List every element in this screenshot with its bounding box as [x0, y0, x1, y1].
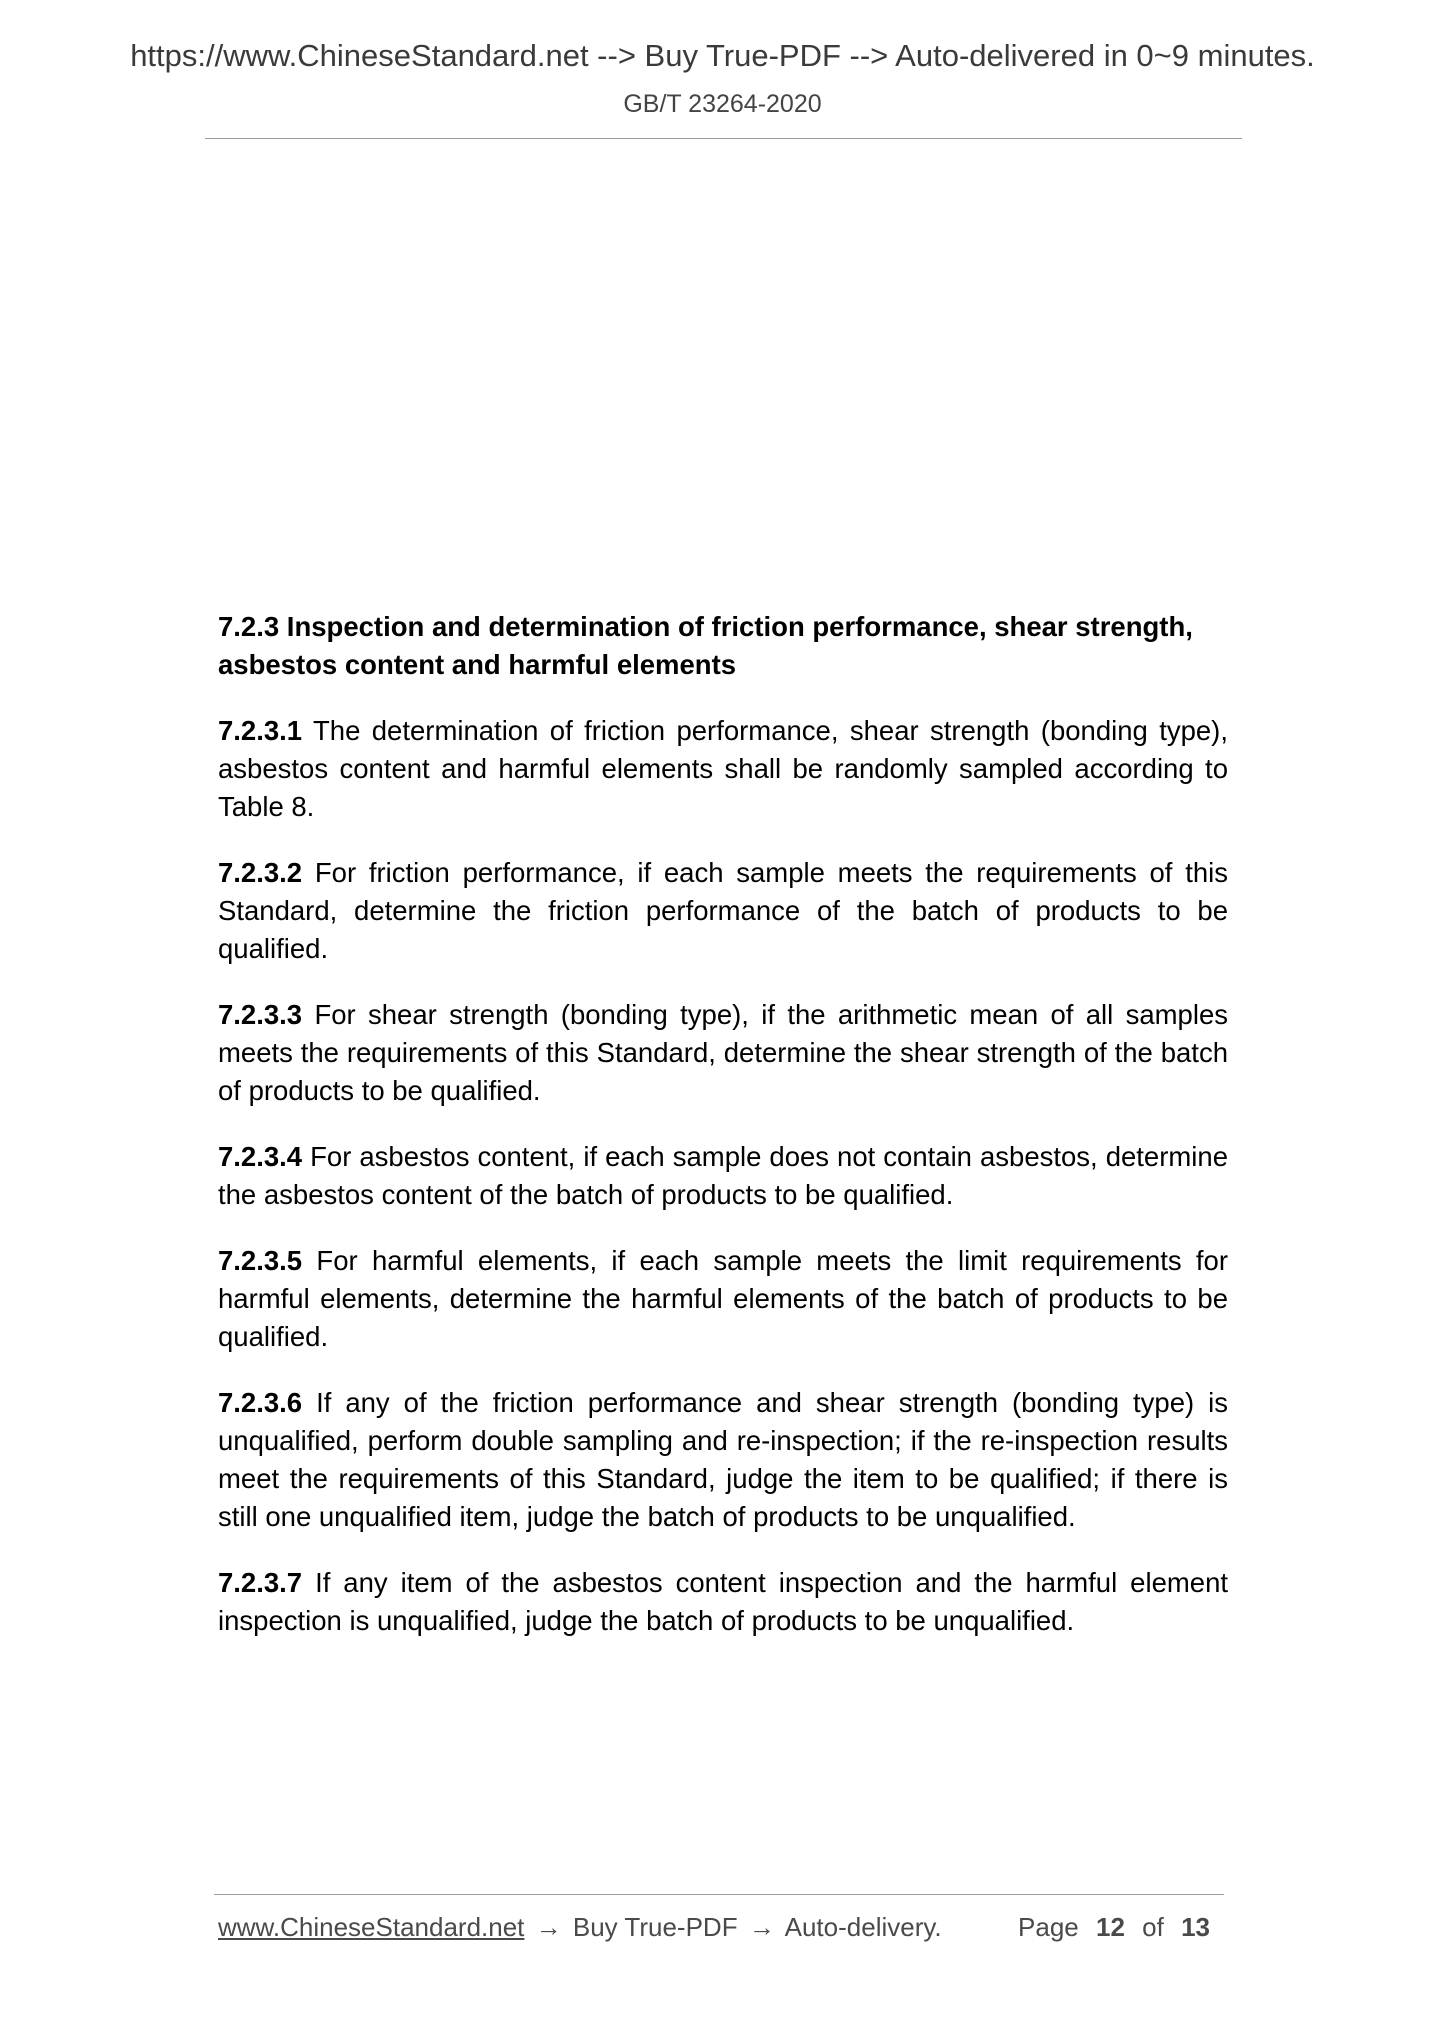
clause-text: If any item of the asbestos content inspection and the harmful element inspection is unqualified, judge the batch of products to be unqualified.: [218, 1567, 1228, 1636]
clause-7-2-3-5: [218, 1242, 1228, 1356]
clause-number: 7.2.3.3: [218, 999, 303, 1030]
standard-code: GB/T 23264-2020: [623, 90, 822, 118]
clause-7-2-3-7: [218, 1564, 1228, 1640]
of-label: of: [1142, 1912, 1164, 1942]
clause-text: If any of the friction performance and shear strength (bonding type) is unqualified, perform double sampling and re-inspection; if the re-inspection results meet the requirements of this Standard, judge the item to be qualified; if there is still one unqualified item, judge the batch of products to be unqualified.: [218, 1387, 1228, 1532]
clause-number: 7.2.3.4: [218, 1141, 303, 1172]
document-body: [218, 608, 1228, 1668]
clause-text: For shear strength (bonding type), if the arithmetic mean of all samples meets the requirements of this Standard, determine the shear strength of the batch of products to be qualified.: [218, 999, 1229, 1106]
right-arrow-icon: →: [535, 1912, 562, 1942]
clause-7-2-3-6: [218, 1384, 1228, 1536]
clause-7-2-3-4: [218, 1138, 1228, 1214]
page-label: Page: [1018, 1912, 1079, 1942]
page-indicator: [1018, 1912, 1220, 1943]
clause-7-2-3-1: [218, 712, 1228, 826]
section-heading: 7.2.3 Inspection and determination of friction performance, shear strength, asbestos content and harmful elements: [218, 611, 1193, 680]
page-current: 12: [1096, 1912, 1125, 1942]
buy-text: Buy True-PDF: [572, 1912, 738, 1942]
header-divider: [205, 138, 1242, 139]
clause-number: 7.2.3.6: [218, 1387, 303, 1418]
right-arrow-icon: →: [748, 1912, 775, 1942]
clause-text: For asbestos content, if each sample does not contain asbestos, determine the asbestos content of the batch of products to be qualified.: [218, 1141, 1228, 1210]
top-banner: https://www.ChineseStandard.net --> Buy True-PDF --> Auto-delivered in 0~9 minutes.: [130, 38, 1315, 73]
clause-number: 7.2.3.7: [218, 1567, 303, 1598]
site-link[interactable]: www.ChineseStandard.net: [218, 1912, 525, 1942]
footer-divider: [214, 1894, 1224, 1895]
clause-text: For friction performance, if each sample meets the requirements of this Standard, determine the friction performance of the batch of products to be qualified.: [218, 857, 1228, 964]
clause-number: 7.2.3.5: [218, 1245, 303, 1276]
clause-7-2-3-3: [218, 996, 1228, 1110]
clause-7-2-3-2: [218, 854, 1228, 968]
footer-promo: [218, 1912, 942, 1943]
clause-number: 7.2.3.1: [218, 715, 303, 746]
page-total: 13: [1181, 1912, 1210, 1942]
delivery-text: Auto-delivery.: [784, 1912, 942, 1942]
clause-number: 7.2.3.2: [218, 857, 303, 888]
clause-text: The determination of friction performance, shear strength (bonding type), asbestos content and harmful elements shall be randomly sampled according to Table 8.: [218, 715, 1228, 822]
clause-text: For harmful elements, if each sample meets the limit requirements for harmful elements, determine the harmful elements of the batch of products to be qualified.: [218, 1245, 1229, 1352]
